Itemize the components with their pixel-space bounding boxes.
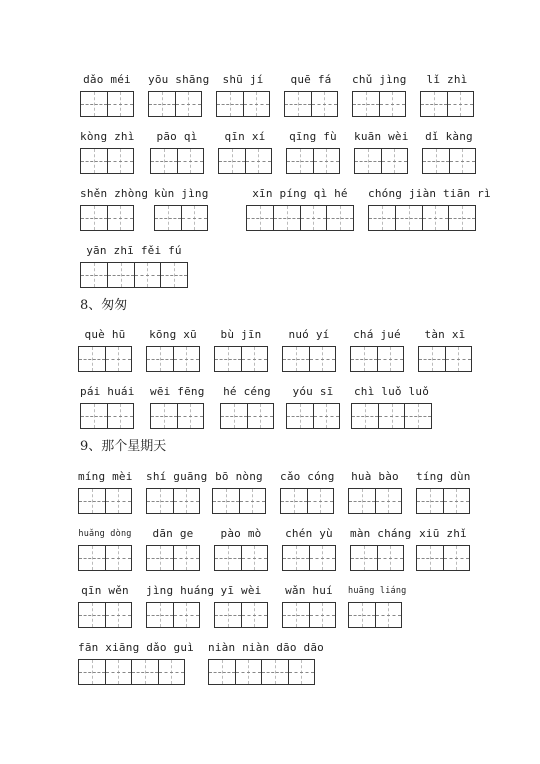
writing-grid[interactable]	[286, 148, 340, 174]
pinyin-label: bō nòng	[215, 470, 263, 483]
pinyin-label: shěn zhòng	[80, 187, 149, 200]
pinyin-label: hé céng	[223, 385, 271, 398]
pinyin-label: huāng liáng	[348, 586, 407, 596]
pinyin-label: què hū	[84, 328, 126, 341]
writing-grid[interactable]	[216, 91, 270, 117]
writing-grid[interactable]	[78, 602, 132, 628]
writing-grid[interactable]	[214, 346, 268, 372]
writing-grid[interactable]	[80, 262, 188, 288]
writing-grid[interactable]	[351, 403, 432, 429]
writing-grid[interactable]	[80, 205, 134, 231]
pinyin-label: qīng fù	[289, 130, 337, 143]
pinyin-label: jìng huáng	[146, 584, 215, 597]
pinyin-label: xīn píng qì hé	[252, 187, 348, 200]
pinyin-label: dǐ kàng	[425, 130, 473, 143]
writing-grid[interactable]	[80, 148, 134, 174]
writing-grid[interactable]	[78, 346, 132, 372]
pinyin-label: tàn xī	[424, 328, 466, 341]
pinyin-label: dǎo méi	[83, 73, 131, 86]
writing-grid[interactable]	[368, 205, 476, 231]
section-heading: 8、匆匆	[80, 298, 128, 313]
writing-grid[interactable]	[284, 91, 338, 117]
pinyin-label: qīn xí	[224, 130, 266, 143]
writing-grid[interactable]	[354, 148, 408, 174]
pinyin-label: chén yù	[285, 527, 333, 540]
writing-grid[interactable]	[148, 91, 202, 117]
writing-grid[interactable]	[348, 488, 402, 514]
writing-grid[interactable]	[146, 602, 200, 628]
writing-grid[interactable]	[352, 91, 406, 117]
pinyin-label: màn cháng	[350, 527, 412, 540]
pinyin-label: nuó yí	[288, 328, 330, 341]
writing-grid[interactable]	[350, 545, 404, 571]
pinyin-label: chǔ jìng	[352, 73, 407, 86]
writing-grid[interactable]	[280, 488, 334, 514]
writing-grid[interactable]	[146, 488, 200, 514]
writing-grid[interactable]	[282, 346, 336, 372]
pinyin-label: dān ge	[152, 527, 194, 540]
writing-grid[interactable]	[350, 346, 404, 372]
writing-grid[interactable]	[416, 545, 470, 571]
writing-grid[interactable]	[422, 148, 476, 174]
pinyin-label: yóu sī	[292, 385, 334, 398]
writing-grid[interactable]	[218, 148, 272, 174]
pinyin-label: yī wèi	[220, 584, 262, 597]
pinyin-label: yōu shāng	[148, 73, 210, 86]
pinyin-label: qīn wěn	[81, 584, 129, 597]
pinyin-label: bù jīn	[220, 328, 262, 341]
writing-grid[interactable]	[150, 148, 204, 174]
writing-grid[interactable]	[212, 488, 266, 514]
writing-grid[interactable]	[80, 91, 134, 117]
pinyin-label: chì luǒ luǒ	[353, 385, 430, 398]
pinyin-label: shí guāng	[146, 470, 208, 483]
writing-grid[interactable]	[416, 488, 470, 514]
pinyin-label: cǎo cóng	[280, 470, 335, 483]
writing-grid[interactable]	[214, 602, 268, 628]
pinyin-label: niàn niàn dāo dāo	[208, 641, 324, 654]
pinyin-label: lǐ zhì	[426, 73, 468, 86]
writing-grid[interactable]	[246, 205, 354, 231]
writing-grid[interactable]	[282, 545, 336, 571]
writing-grid[interactable]	[214, 545, 268, 571]
writing-grid[interactable]	[418, 346, 472, 372]
section-heading: 9、那个星期天	[80, 439, 167, 454]
pinyin-label: quē fá	[290, 73, 332, 86]
pinyin-label: wǎn huí	[285, 584, 333, 597]
pinyin-label: kòng zhì	[80, 130, 135, 143]
writing-grid[interactable]	[146, 346, 200, 372]
writing-grid[interactable]	[146, 545, 200, 571]
pinyin-label: shū jí	[222, 73, 264, 86]
writing-grid[interactable]	[150, 403, 204, 429]
pinyin-label: pái huái	[80, 385, 135, 398]
writing-grid[interactable]	[420, 91, 474, 117]
pinyin-label: xiū zhǐ	[419, 527, 467, 540]
writing-grid[interactable]	[282, 602, 336, 628]
pinyin-label: kùn jìng	[154, 187, 209, 200]
pinyin-label: kōng xū	[149, 328, 197, 341]
pinyin-label: fān xiāng dǎo guì	[78, 641, 194, 654]
pinyin-label: tíng dùn	[416, 470, 471, 483]
writing-grid[interactable]	[78, 659, 185, 685]
writing-grid[interactable]	[208, 659, 315, 685]
writing-grid[interactable]	[286, 403, 340, 429]
pinyin-label: chóng jiàn tiān rì	[368, 187, 491, 200]
pinyin-label: kuān wèi	[354, 130, 409, 143]
pinyin-label: chá jué	[353, 328, 401, 341]
pinyin-label: míng mèi	[78, 470, 133, 483]
pinyin-label: yān zhī fěi fú	[86, 244, 182, 257]
writing-grid[interactable]	[78, 545, 132, 571]
pinyin-label: wēi fēng	[150, 385, 205, 398]
pinyin-label: pào mò	[220, 527, 262, 540]
writing-grid[interactable]	[80, 403, 134, 429]
writing-grid[interactable]	[348, 602, 402, 628]
writing-grid[interactable]	[78, 488, 132, 514]
pinyin-label: huǎng dòng	[78, 529, 132, 539]
pinyin-label: pāo qì	[156, 130, 198, 143]
writing-grid[interactable]	[154, 205, 208, 231]
pinyin-label: huà bào	[351, 470, 399, 483]
writing-grid[interactable]	[220, 403, 274, 429]
